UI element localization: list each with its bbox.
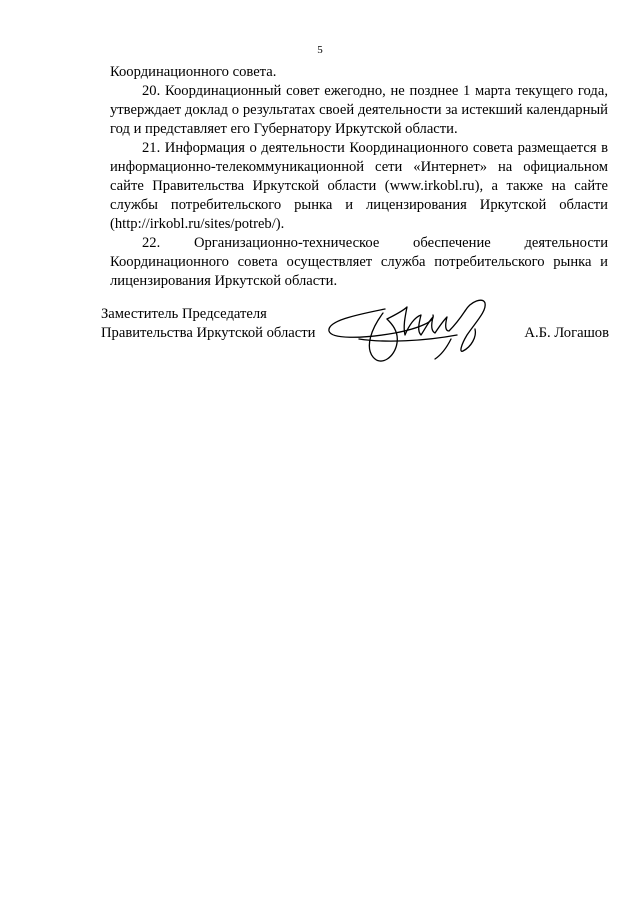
- paragraph-item-20: 20. Координационный совет ежегодно, не позднее 1 марта текущего года, утверждает доклад о результатах своей деятельности за истекший календарный год и представляет его Губернатору Иркутской области.: [110, 83, 608, 137]
- signatory-title-line-1: Заместитель Председателя: [101, 306, 267, 322]
- paragraph-item-21: 21. Информация о деятельности Координационного совета размещается в информационно-телекоммуникационной сети «Интернет» на официальном сайте Правительства Иркутской области (www.irkobl.ru), а также на сайте службы потребительского рынка и лицензирования Иркутской области (http://irkobl.ru/sites/potreb/).: [110, 140, 608, 232]
- handwritten-signature-icon: [325, 295, 500, 375]
- signatory-title-line-2: Правительства Иркутской области: [101, 325, 316, 341]
- page-number: 5: [317, 44, 323, 56]
- document-body: [110, 63, 608, 291]
- paragraph-continuation: Координационного совета.: [110, 64, 277, 80]
- paragraph-item-22: 22. Организационно-техническое обеспечение деятельности Координационного совета осуществляет служба потребительского рынка и лицензирования Иркутской области.: [110, 235, 608, 289]
- signature-block: [101, 305, 609, 385]
- signatory-name: А.Б. Логашов: [524, 325, 609, 341]
- signatory-title: [101, 305, 315, 343]
